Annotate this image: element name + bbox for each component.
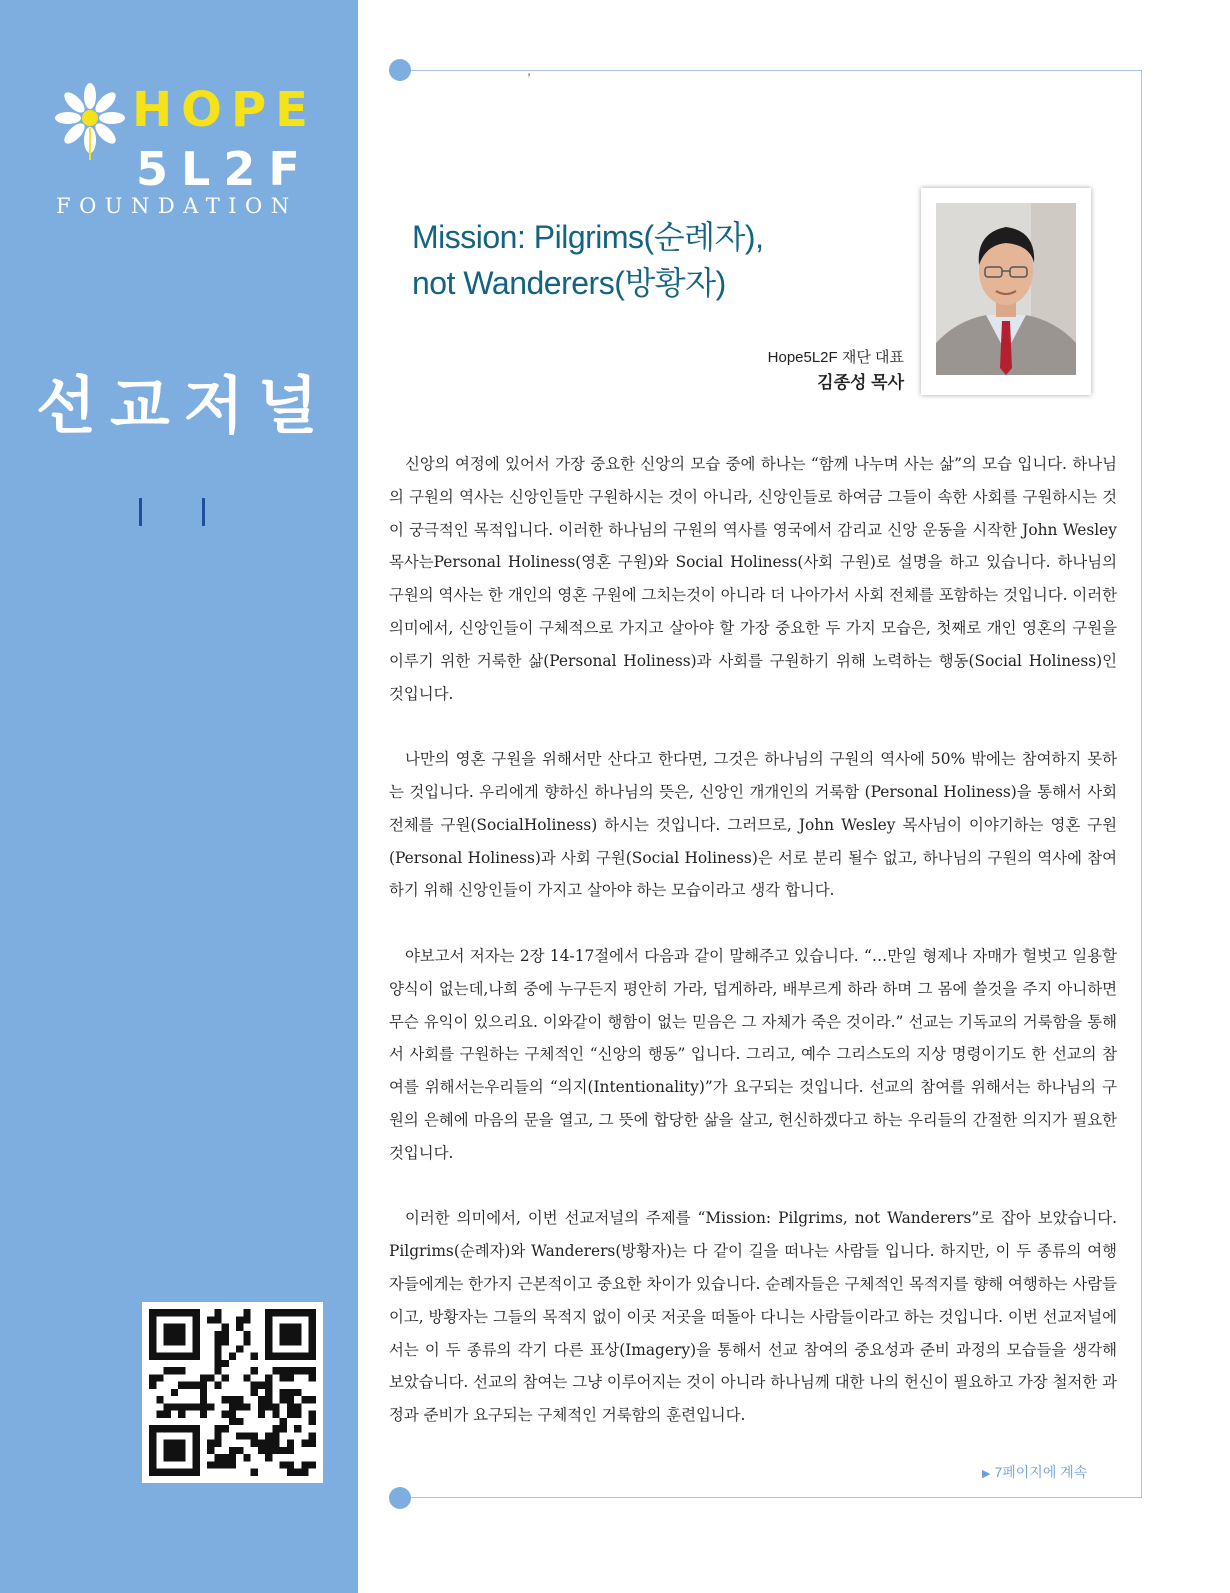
journal-title: 선교저널 bbox=[36, 369, 332, 442]
hope5l2f-logo bbox=[50, 80, 330, 230]
logo-foundation-text: FOUNDATION bbox=[56, 194, 298, 218]
divider-bar-left bbox=[139, 498, 142, 526]
continue-note: 7페이지에 계속 bbox=[994, 1464, 1088, 1480]
logo-hope-text: HOPE bbox=[132, 82, 317, 138]
author-photo-frame bbox=[921, 188, 1091, 395]
paragraph-3: 야보고서 저자는 2장 14-17절에서 다음과 같이 말해주고 있습니다. “…만일 형제나 자매가 헐벗고 일용할 양식이 없는데,나희 중에 누구든지 평안히 가라, 덥게하라, 배부르게 하라 하며 그 몸에 쓸것을 주지 아니하면 무슨 유익이 있으리요. 이와같이 행함이 없는 믿음은 그 자체가 죽은 것이라.” 선교는 기독교의 거룩함을 통해서 사회를 구원하는 구체적인 “신앙의 행동” 입니다. 그리고, 예수 그리스도의 지상 명령이기도 한 선교의 참여를 위해서는우리들의 “의지(Intentionality)”가 요구되는 것입니다. 선교의 참여를 위해서는 하나님의 구원의 은혜에 마음의 문을 열고, 그 뜻에 합당한 삶을 살고, 헌신하겠다고 하는 우리들의 간절한 의지가 필요한 것입니다. bbox=[389, 946, 1117, 1162]
stray-mark: ’ bbox=[527, 70, 531, 84]
article-title-line-1: Mission: Pilgrims(순례자), bbox=[412, 219, 764, 255]
paragraph-1: 신앙의 여정에 있어서 가장 중요한 신앙의 모습 중에 하나는 “함께 나누며 사는 삶”의 모습 입니다. 하나님의 구원의 역사는 신앙인들만 구원하시는 것이 아니라, 신앙인들로 하여금 그들이 속한 사회를 구원하시는 것이 궁극적인 목적입니다. 이러한 하나님의 구원의 역사를 영국에서 감리교 신앙 운동을 시작한 John Wesley 목사는Personal Holiness(영혼 구원)와 Social Holiness(사회 구원)로 설명을 하고 있습니다. 하나님의 구원의 역사는 한 개인의 영혼 구원에 그치는것이 아니라 더 나아가서 사회 전체를 포함하는 것입니다. 이러한 의미에서, 신앙인들이 구체적으로 가지고 살아야 할 가장 중요한 두 가지 모습은, 첫째로 개인 영혼의 구원을 이루기 위한 거룩한 삶(Personal Holiness)과 사회를 구원하기 위해 노력하는 행동(Social Holiness)인 것입니다. bbox=[389, 455, 1117, 703]
author-organization: Hope5L2F 재단 대표 bbox=[767, 349, 904, 366]
sidebar bbox=[0, 0, 358, 1593]
paragraph-4: 이러한 의미에서, 이번 선교저널의 주제를 “Mission: Pilgrims, not Wanderers”로 잡아 보았습니다. Pilgrims(순례자)와 Wanderers(방황자)는 다 같이 길을 떠나는 사람들 입니다. 하지만, 이 두 종류의 여행자들에게는 한가지 근본적이고 중요한 차이가 있습니다. 순례자들은 구체적인 목적지를 향해 여행하는 사람들이고, 방황자는 그들의 목적지 없이 이곳 저곳을 떠돌아 다니는 사람들이라고 하는 것입니다. 이번 선교저널에서는 이 두 종류의 각기 다른 표상(Imagery)을 통해서 선교 참여의 중요성과 준비 과정의 모습들을 생각해 보았습니다. 선교의 참여는 그냥 이루어지는 것이 아니라 하나님께 대한 나의 헌신이 필요하고 가장 철저한 과정과 준비가 요구되는 구체적인 거룩함의 훈련입니다. bbox=[389, 1209, 1117, 1425]
divider-bar-right bbox=[202, 498, 205, 526]
frame-dot-top bbox=[389, 59, 411, 81]
daisy-logo-icon bbox=[50, 80, 130, 160]
article-title bbox=[412, 214, 763, 306]
author-name: 김종성 목사 bbox=[817, 373, 904, 392]
frame-dot-bottom bbox=[389, 1487, 411, 1509]
triangle-right-icon: ▶ bbox=[982, 1468, 991, 1480]
author-portrait bbox=[936, 203, 1076, 375]
qr-code-icon[interactable] bbox=[142, 1302, 323, 1483]
article-body bbox=[389, 448, 1117, 1465]
paragraph-2: 나만의 영혼 구원을 위해서만 산다고 한다면, 그것은 하나님의 구원의 역사에 50% 밖에는 참여하지 못하는 것입니다. 우리에게 향하신 하나님의 뜻은, 신앙인 개개인의 거룩함 (Personal Holiness)을 통해서 사회 전체를 구원(SocialHoliness) 하시는 것입니다. 그러므로, John Wesley 목사님이 이야기하는 영혼 구원(Personal Holiness)과 사회 구원(Social Holiness)은 서로 분리 될수 없고, 하나님의 구원의 역사에 참여하기 위해 신앙인들이 가지고 살아야 하는 모습이라고 생각 합니다. bbox=[389, 750, 1117, 900]
logo-5l2f-text: 5L2F bbox=[136, 142, 313, 196]
continue-link[interactable] bbox=[982, 1462, 1087, 1482]
article-title-line-2: not Wanderers(방황자) bbox=[412, 265, 726, 301]
